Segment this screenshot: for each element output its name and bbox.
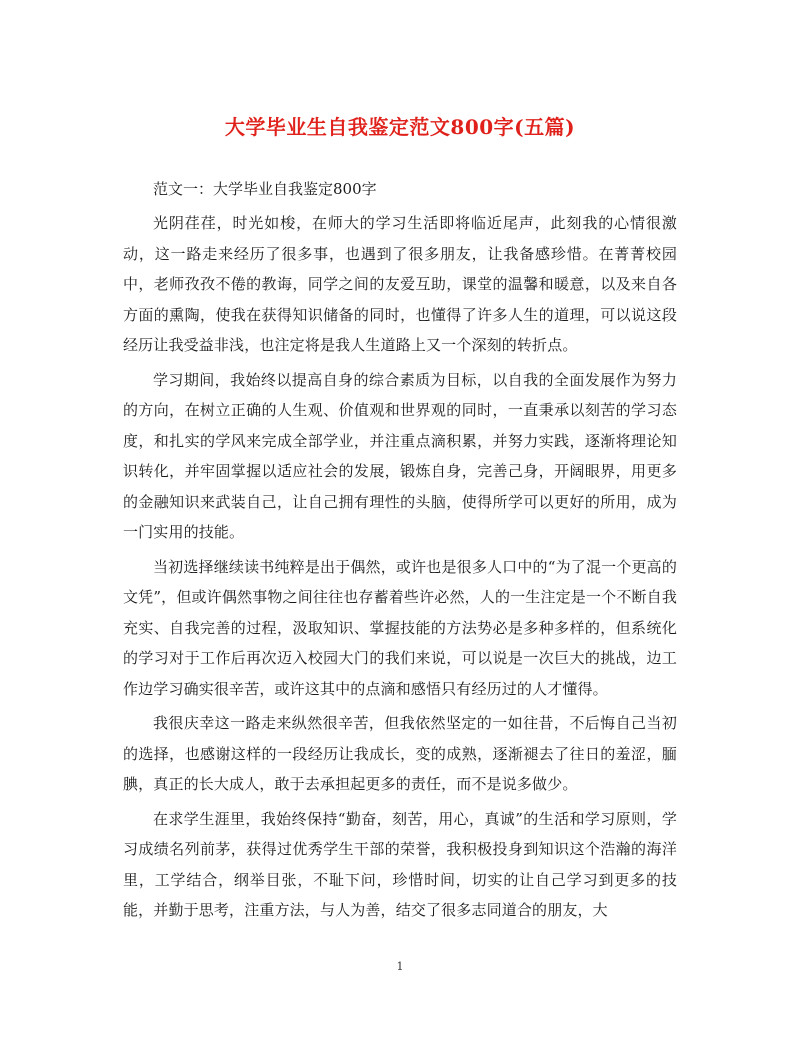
section-heading: 范文一：大学毕业自我鉴定800字 [153, 180, 377, 198]
paragraph-3: 当初选择继续读书纯粹是出于偶然，或许也是很多人口中的“为了混一个更高的文凭”，但或许偶然事物之间往往也存蓄着些许必然，人的一生注定是一个不断自我充实、自我完善的过程，汲取知识、掌握技能的方法势必是多种多样的，但系统化的学习对于工作后再次迈入校园大门的我们来说，可以说是一次巨大的挑战，边工作边学习确实很辛苦，或许这其中的点滴和感悟只有经历过的人才懂得。 [123, 557, 677, 698]
document-title: 大学毕业生自我鉴定范文800字(五篇) [224, 115, 576, 139]
page-number: 1 [396, 960, 404, 973]
paragraph-4: 我很庆幸这一路走来纵然很辛苦，但我依然坚定的一如往昔，不后悔自己当初的选择，也感谢这样的一段经历让我成长，变的成熟，逐渐褪去了往日的羞涩，腼腆，真正的长大成人，敢于去承担起更多的责任，而不是说多做少。 [123, 714, 677, 793]
paragraph-1: 光阴荏荏，时光如梭，在师大的学习生活即将临近尾声，此刻我的心情很激动，这一路走来经历了很多事，也遇到了很多朋友，让我备感珍惜。在菁菁校园中，老师孜孜不倦的教诲，同学之间的友爱互助，课堂的温馨和暖意，以及来自各方面的熏陶，使我在获得知识储备的同时，也懂得了许多人生的道理，可以说这段经历让我受益非浅，也注定将是我人生道路上又一个深刻的转折点。 [123, 214, 677, 354]
paragraph-5: 在求学生涯里，我始终保持“勤奋，刻苦，用心，真诚”的生活和学习原则，学习成绩名列前茅，获得过优秀学生干部的荣誉，我积极投身到知识这个浩瀚的海洋里，工学结合，纲举目张，不耻下问，珍惜时间，切实的让自己学习到更多的技能，并勤于思考，注重方法，与人为善，结交了很多志同道合的朋友，大 [123, 809, 677, 919]
paragraph-2: 学习期间，我始终以提高自身的综合素质为目标，以自我的全面发展作为努力的方向，在树立正确的人生观、价值观和世界观的同时，一直秉承以刻苦的学习态度，和扎实的学风来完成全部学业，并注重点滴积累，并努力实践，逐渐将理论知识转化，并牢固掌握以适应社会的发展，锻炼自身，完善己身，开阔眼界，用更多的金融知识来武装自己，让自己拥有理性的头脑，使得所学可以更好的所用，成为一门实用的技能。 [123, 370, 677, 541]
document-body [123, 174, 677, 926]
